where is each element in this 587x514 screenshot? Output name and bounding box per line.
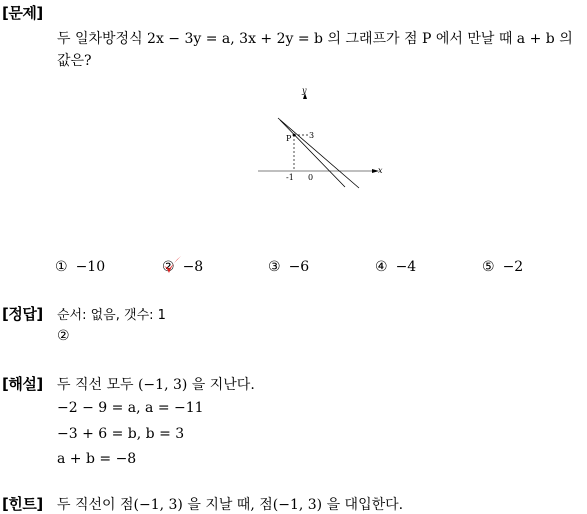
point-p-label: P xyxy=(286,134,292,143)
choice-2-value: −8 xyxy=(182,259,204,275)
problem-label: [문제] xyxy=(2,4,43,22)
choice-3[interactable] xyxy=(268,259,309,275)
problem-text-line2: 값은? xyxy=(57,53,92,69)
problem-text-line1: 두 일차방정식 2x − 3y = a, 3x + 2y = b 의 그래프가 점 P 에서 만날 때 a + b 의 xyxy=(57,31,573,47)
choice-1[interactable] xyxy=(55,259,105,275)
choice-4[interactable] xyxy=(375,259,416,275)
choice-1-number: ① xyxy=(55,259,68,275)
y-axis-label: y xyxy=(302,86,307,95)
choice-3-number: ③ xyxy=(268,259,281,275)
checkmark-icon xyxy=(161,254,183,276)
solution-line-4: a + b = −8 xyxy=(57,451,137,467)
choice-3-value: −6 xyxy=(288,259,310,275)
choice-4-value: −4 xyxy=(395,259,417,275)
answer-meta: 순서: 없음, 갯수: 1 xyxy=(57,308,166,323)
hint-label: [힌트] xyxy=(2,495,43,513)
origin-label: 0 xyxy=(308,173,314,182)
point-p xyxy=(293,134,296,137)
graph-figure xyxy=(255,84,390,190)
y-tick-label: 3 xyxy=(309,131,315,140)
hint-text: 두 직선이 점(−1, 3) 을 지날 때, 점(−1, 3) 을 대입한다. xyxy=(57,497,404,513)
answer-value: ② xyxy=(57,328,70,344)
solution-line-1: 두 직선 모두 (−1, 3) 을 지난다. xyxy=(57,377,255,393)
choice-1-value: −10 xyxy=(75,259,106,275)
choice-4-number: ④ xyxy=(375,259,388,275)
choice-2-number: ② xyxy=(162,259,175,275)
choice-5-value: −2 xyxy=(502,259,524,275)
answer-label: [정답] xyxy=(2,305,43,323)
choice-5-number: ⑤ xyxy=(482,259,495,275)
x-axis-label: x xyxy=(378,166,383,175)
x-tick-label: -1 xyxy=(286,173,294,182)
solution-line-2: −2 − 9 = a, a = −11 xyxy=(57,400,204,416)
choice-5[interactable] xyxy=(482,259,523,275)
solution-line-3: −3 + 6 = b, b = 3 xyxy=(57,426,185,442)
solution-label: [해설] xyxy=(2,375,43,393)
